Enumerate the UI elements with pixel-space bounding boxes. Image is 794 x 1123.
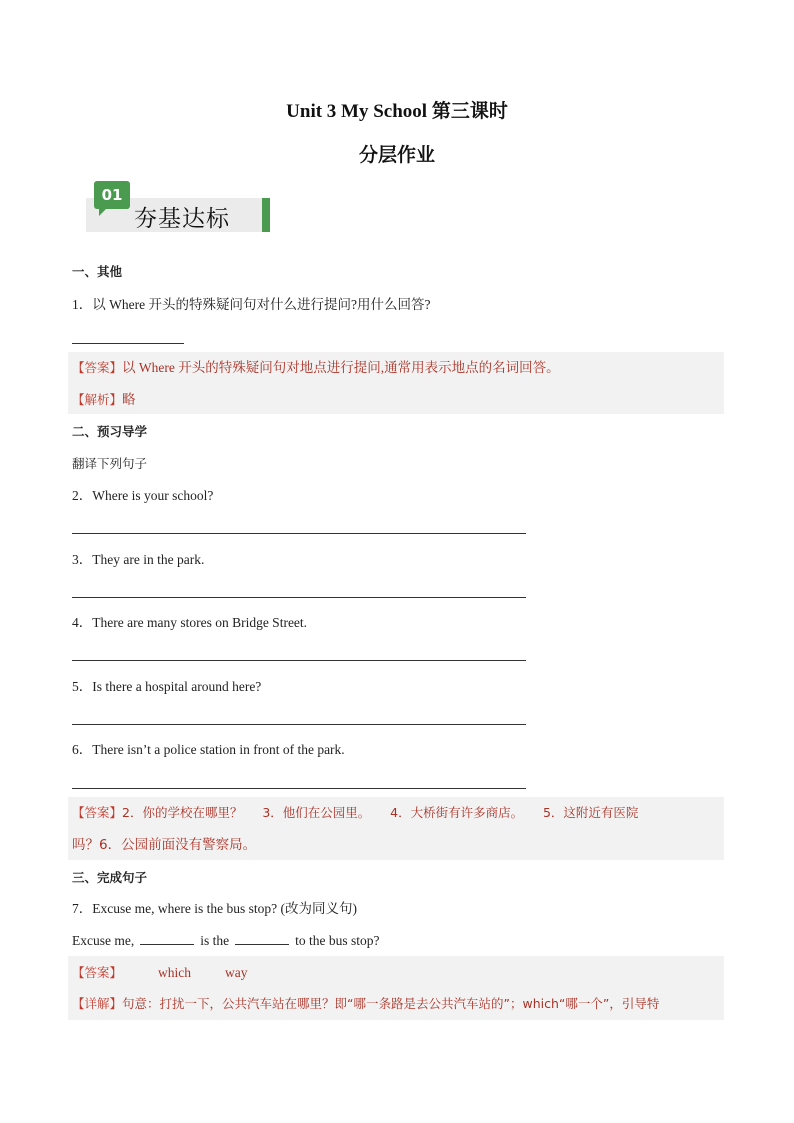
answer-blank xyxy=(72,787,526,789)
question-7-fill xyxy=(72,932,379,950)
detail-text: 句意：打扰一下，公共汽车站在哪里？即“哪一条路是去公共汽车站的”；which“哪一个”，引导特 xyxy=(122,996,660,1011)
answer-text: 吗？6．公园前面没有警察局。 xyxy=(72,837,257,853)
fill-part-1: Excuse me, xyxy=(72,933,135,948)
detail-row xyxy=(72,995,659,1013)
detail-label: 【详解】 xyxy=(72,996,123,1011)
answer-word-2: way xyxy=(225,965,248,980)
fill-part-3: to the bus stop? xyxy=(295,933,380,948)
section-heading: 一、其他 xyxy=(72,264,123,279)
fill-blank-1[interactable] xyxy=(140,932,194,945)
answer-row xyxy=(72,804,638,822)
fill-blank-2[interactable] xyxy=(235,932,289,945)
analysis-label: 【解析】 xyxy=(72,392,123,407)
answer-box xyxy=(68,956,724,1020)
answer-text: 2．你的学校在哪里？ 3．他们在公园里。 4．大桥街有许多商店。 5．这附近有医院 xyxy=(122,805,639,820)
answer-word-1: which xyxy=(158,965,192,980)
question-6: 6．There isn’t a police station in front of the park. xyxy=(72,742,345,757)
answer-row xyxy=(72,359,560,377)
analysis-row xyxy=(72,391,136,409)
answer-label: 【答案】 xyxy=(72,360,123,375)
answer-blank xyxy=(72,342,184,344)
analysis-text: 略 xyxy=(122,392,136,407)
answer-box xyxy=(68,352,724,414)
badge-label: 夯基达标 xyxy=(134,206,230,232)
question-1: 1．以 Where 开头的特殊疑问句对什么进行提问?用什么回答? xyxy=(72,297,431,312)
page-title: Unit 3 My School 第三课时 xyxy=(286,101,508,122)
answer-blank xyxy=(72,723,526,725)
page-subtitle: 分层作业 xyxy=(358,144,435,166)
answer-blank xyxy=(72,532,526,534)
answer-label: 【答案】 xyxy=(72,805,123,820)
badge-number: 01 xyxy=(94,181,130,209)
question-7: 7．Excuse me, where is the bus stop? (改为同义句) xyxy=(72,901,357,916)
section-heading: 二、预习导学 xyxy=(72,424,148,439)
question-2: 2．Where is your school? xyxy=(72,488,214,503)
section-heading: 三、完成句子 xyxy=(72,870,148,885)
answer-box xyxy=(68,797,724,860)
answer-row xyxy=(72,964,248,982)
answer-blank xyxy=(72,596,526,598)
answer-blank xyxy=(72,659,526,661)
section-badge xyxy=(86,180,272,235)
answer-continuation xyxy=(72,836,256,854)
answer-label: 【答案】 xyxy=(72,965,123,980)
instruction: 翻译下列句子 xyxy=(72,456,148,471)
question-5: 5．Is there a hospital around here? xyxy=(72,679,262,694)
answer-text: 以 Where 开头的特殊疑问句对地点进行提问,通常用表示地点的名词回答。 xyxy=(122,360,560,375)
question-4: 4．There are many stores on Bridge Street. xyxy=(72,615,308,630)
badge-accent-bar xyxy=(262,198,270,232)
fill-part-2: is the xyxy=(200,933,230,948)
question-3: 3．They are in the park. xyxy=(72,552,205,567)
